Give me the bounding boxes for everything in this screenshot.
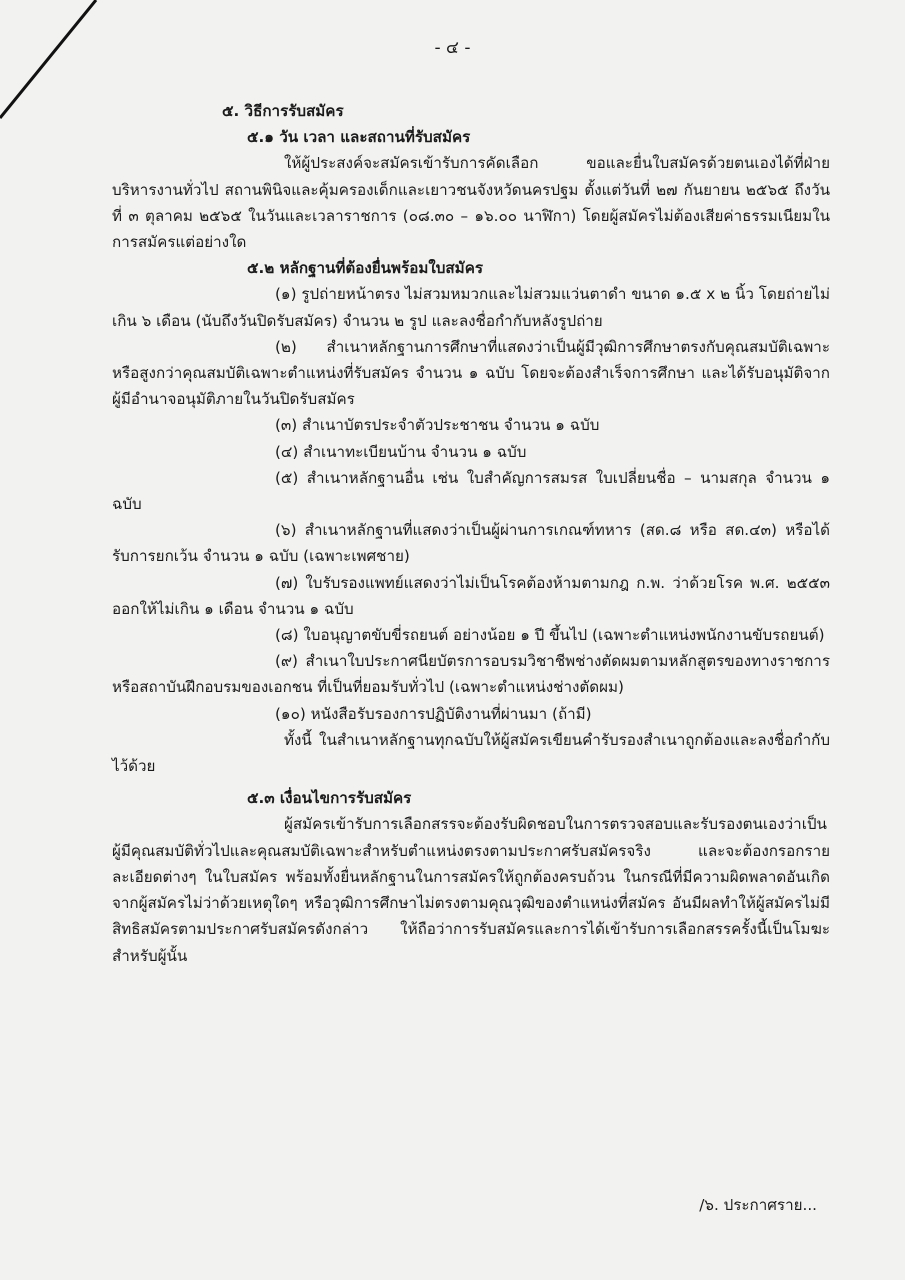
evidence-note: ทั้งนี้ ในสำเนาหลักฐานทุกฉบับให้ผู้สมัครเขียนคำรับรองสำเนาถูกต้องและลงชื่อกำกับไว้ด้วย xyxy=(112,730,830,776)
scan-edge-mark xyxy=(0,0,120,140)
evidence-item-1: (๑) รูปถ่ายหน้าตรง ไม่สวมหมวกและไม่สวมแว่นตาดำ ขนาด ๑.๕ x ๒ นิ้ว โดยถ่ายไม่เกิน ๖ เดือน (นับถึงวันปิดรับสมัคร) จำนวน ๒ รูป และลงชื่อกำกับหลังรูปถ่าย xyxy=(112,285,830,330)
evidence-item-10: (๑๐) หนังสือรับรองการปฏิบัติงานที่ผ่านมา (ถ้ามี) xyxy=(275,704,592,723)
evidence-item-6: (๖) สำเนาหลักฐานที่แสดงว่าเป็นผู้ผ่านการเกณฑ์ทหาร (สด.๘ หรือ สด.๔๓) หรือได้รับการยกเว้น จำนวน ๑ ฉบับ (เฉพาะเพศชาย) xyxy=(112,521,830,566)
section-5-3-text: ผู้สมัครเข้ารับการเลือกสรรจะต้องรับผิดชอบในการตรวจสอบและรับรองตนเองว่าเป็นผู้มีคุณสมบัติทั่วไปและคุณสมบัติเฉพาะสำหรับตำแหน่งตรงตามประกาศรับสมัครจริง และจะต้องกรอกรายละเอียดต่างๆ ในใบสมัคร พร้อมทั้งยื่นหลักฐานในการสมัครให้ถูกต้องครบถ้วน ในกรณีที่มีความผิดพลาดอันเกิดจากผู้สมัครไม่ว่าด้วยเหตุใดๆ หรือวุฒิการศึกษาไม่ตรงตามคุณวุฒิของตำแหน่งที่สมัคร อันมีผลทำให้ผู้สมัครไม่มีสิทธิสมัครตามประกาศรับสมัครดังกล่าว ให้ถือว่าการรับสมัครและการได้เข้ารับการเลือกสรรครั้งนี้เป็นโมฆะสำหรับผู้นั้น xyxy=(112,815,830,965)
section-5-title: ๕. วิธีการรับสมัคร xyxy=(222,102,344,120)
evidence-item-7: (๗) ใบรับรองแพทย์แสดงว่าไม่เป็นโรคต้องห้ามตามกฎ ก.พ. ว่าด้วยโรค พ.ศ. ๒๕๕๓ ออกให้ไม่เกิน ๑ เดือน จำนวน ๑ ฉบับ xyxy=(112,573,830,618)
evidence-item-2: (๒) สำเนาหลักฐานการศึกษาที่แสดงว่าเป็นผู้มีวุฒิการศึกษาตรงกับคุณสมบัติเฉพาะหรือสูงกว่าคุณสมบัติเฉพาะตำแหน่งที่รับสมัคร จำนวน ๑ ฉบับ โดยจะต้องสำเร็จการศึกษา และได้รับอนุมัติจากผู้มีอำนาจอนุมัติภายในวันปิดรับสมัคร xyxy=(112,337,830,409)
continuation-footer: /๖. ประกาศราย... xyxy=(699,1196,817,1214)
section-5-2-title: ๕.๒ หลักฐานที่ต้องยื่นพร้อมใบสมัคร xyxy=(247,259,484,278)
document-body xyxy=(112,98,830,969)
evidence-item-8: (๘) ใบอนุญาตขับขี่รถยนต์ อย่างน้อย ๑ ปี ขึ้นไป (เฉพาะตำแหน่งพนักงานขับรถยนต์) xyxy=(275,626,825,645)
evidence-item-5: (๕) สำเนาหลักฐานอื่น เช่น ใบสำคัญการสมรส ใบเปลี่ยนชื่อ – นามสกุล จำนวน ๑ ฉบับ xyxy=(112,468,830,514)
evidence-item-4: (๔) สำเนาทะเบียนบ้าน จำนวน ๑ ฉบับ xyxy=(275,442,527,461)
evidence-item-3: (๓) สำเนาบัตรประจำตัวประชาชน จำนวน ๑ ฉบับ xyxy=(275,416,600,435)
page-number: - ๔ - xyxy=(434,38,471,58)
section-5-1-title: ๕.๑ วัน เวลา และสถานที่รับสมัคร xyxy=(247,128,471,147)
evidence-item-9: (๙) สำเนาใบประกาศนียบัตรการอบรมวิชาชีพช่างตัดผมตามหลักสูตรของทางราชการหรือสถาบันฝึกอบรมของเอกชน ที่เป็นที่ยอมรับทั่วไป (เฉพาะตำแหน่งช่างตัดผม) xyxy=(112,652,830,697)
section-5-1-text: ให้ผู้ประสงค์จะสมัครเข้ารับการคัดเลือก ขอและยื่นใบสมัครด้วยตนเองได้ที่ฝ่ายบริหารงานทั่วไป สถานพินิจและคุ้มครองเด็กและเยาวชนจังหวัดนครปฐม ตั้งแต่วันที่ ๒๗ กันยายน ๒๕๖๕ ถึงวันที่ ๓ ตุลาคม ๒๕๖๕ ในวันและเวลาราชการ (๐๘.๓๐ – ๑๖.๐๐ นาฬิกา) โดยผู้สมัครไม่ต้องเสียค่าธรรมเนียมในการสมัครแต่อย่างใด xyxy=(112,154,830,252)
section-5-3-title: ๕.๓ เงื่อนไขการรับสมัคร xyxy=(247,789,412,808)
